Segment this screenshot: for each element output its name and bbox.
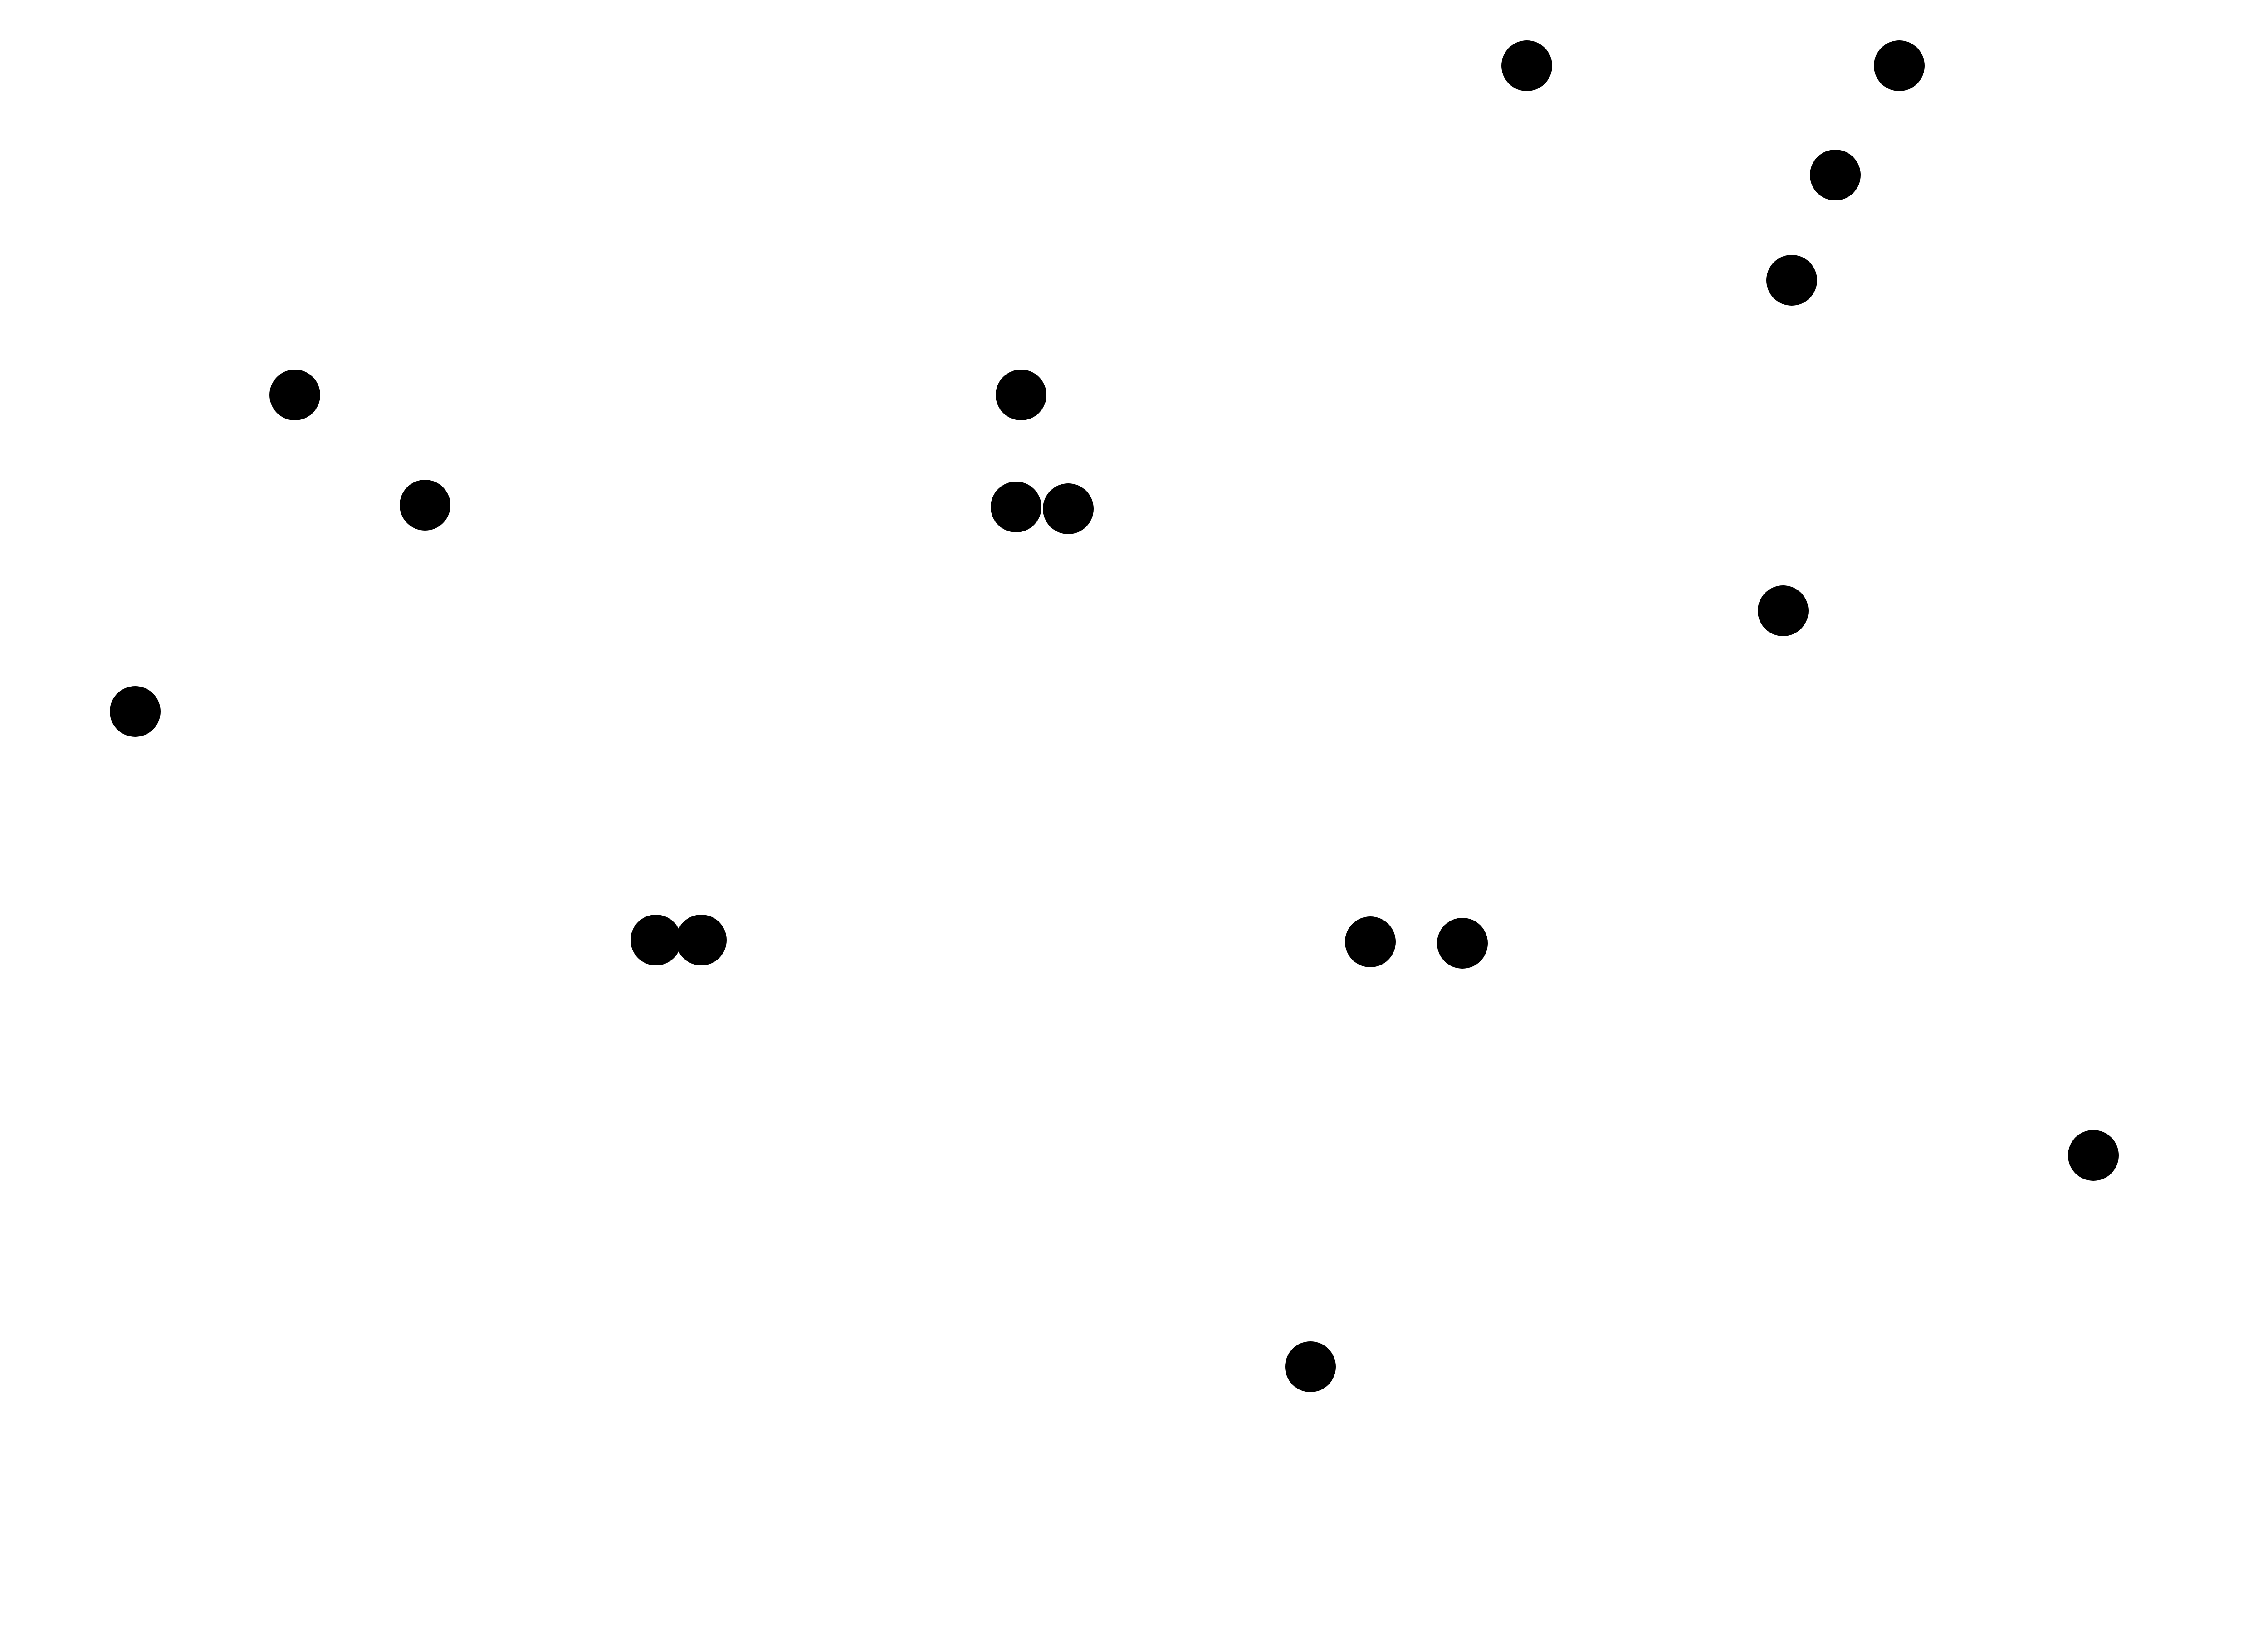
dot xyxy=(269,370,320,420)
dot xyxy=(1285,1341,1336,1392)
dot xyxy=(1345,916,1396,967)
dot xyxy=(110,686,161,737)
dot xyxy=(1758,585,1809,636)
dot xyxy=(631,915,681,965)
dot xyxy=(400,480,450,531)
dot xyxy=(1810,150,1861,200)
dot xyxy=(2068,1130,2119,1181)
dot xyxy=(1437,918,1488,969)
dot xyxy=(1874,40,1925,91)
dot xyxy=(1043,483,1094,534)
dot xyxy=(996,370,1046,420)
dot xyxy=(1766,255,1817,306)
dot xyxy=(676,915,727,965)
dot xyxy=(1501,40,1552,91)
dot xyxy=(991,482,1041,532)
